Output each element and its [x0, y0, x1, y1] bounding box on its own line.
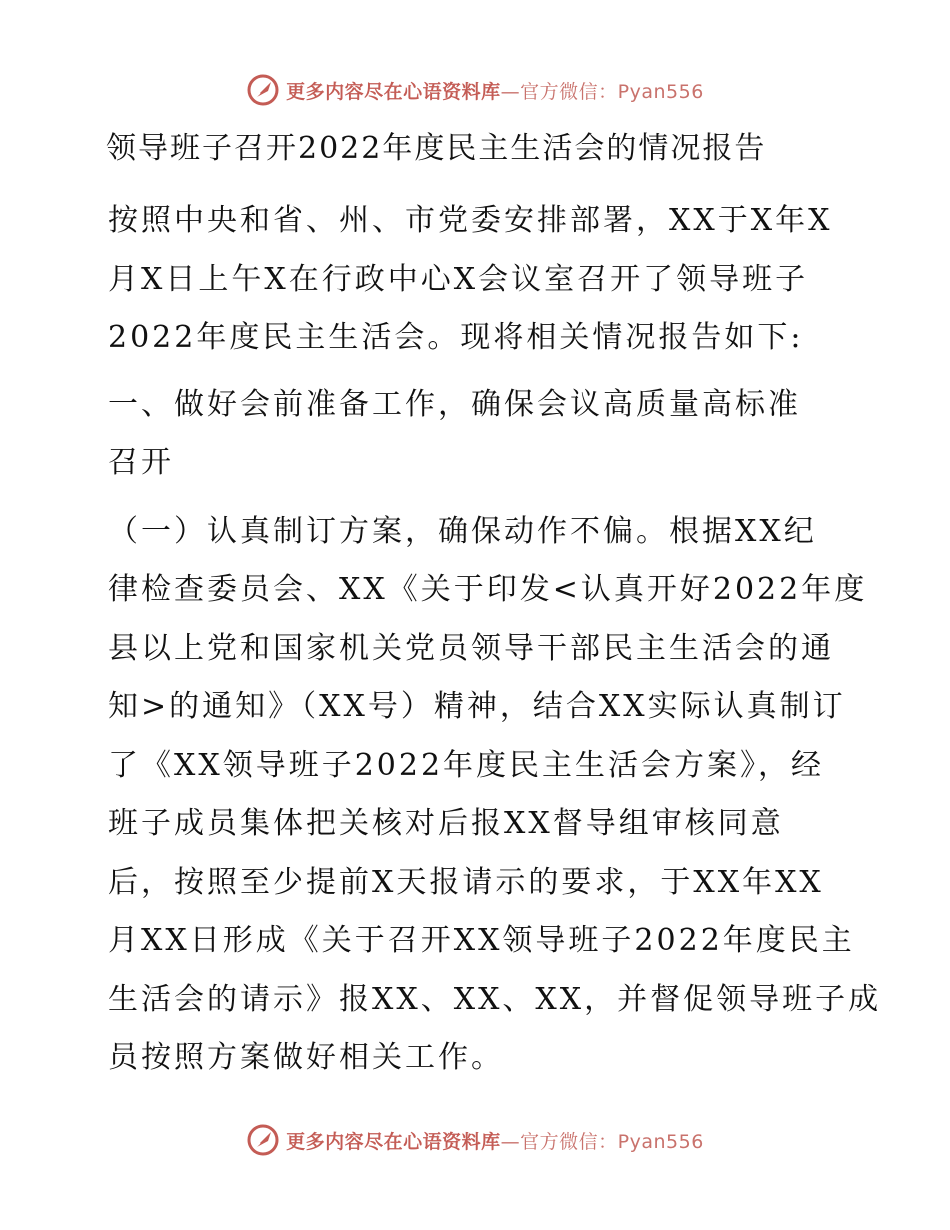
- text-line: 员按照方案做好相关工作。: [108, 1040, 504, 1075]
- watermark-main: 更多内容尽在心语资料库: [286, 80, 501, 103]
- document-title: 领导班子召开2022年度民主生活会的情况报告: [106, 131, 767, 166]
- text-line: 知>的通知》（XX号）精神，结合XX实际认真制订: [108, 689, 846, 724]
- text-line: 律检查委员会、XX《关于印发<认真开好2022年度: [108, 572, 868, 607]
- text-line: 召开: [108, 445, 174, 480]
- text-line: 生活会的请示》报XX、XX、XX，并督促领导班子成: [108, 981, 882, 1017]
- text-line: 月XX日形成《关于召开XX领导班子2022年度民主: [108, 923, 855, 958]
- text-line: 了《XX领导班子2022年度民主生活会方案》，经: [108, 747, 825, 783]
- paragraph-1: [98, 503, 882, 1088]
- text-line: 按照中央和省、州、市党委安排部署，XX于X年X: [108, 203, 833, 238]
- text-line: （一）认真制订方案，确保动作不偏。根据XX纪: [108, 513, 817, 549]
- text-line: 县以上党和国家机关党员领导干部民主生活会的通: [108, 630, 834, 666]
- watermark-contact: 官方微信：Pyan556: [520, 1130, 704, 1153]
- text-line: 2022年度民主生活会。现将相关情况报告如下:: [108, 320, 804, 355]
- watermark-content: [246, 73, 704, 107]
- watermark-content: [246, 1123, 704, 1157]
- watermark-text: [286, 1127, 704, 1154]
- watermark-text: [286, 77, 704, 104]
- quill-logo-icon: [246, 73, 280, 107]
- watermark-main: 更多内容尽在心语资料库: [286, 1130, 501, 1153]
- text-line: 月X日上午X在行政中心X会议室召开了领导班子: [108, 261, 809, 297]
- section-heading-1: [98, 376, 868, 493]
- quill-logo-icon: [246, 1123, 280, 1157]
- text-line: 班子成员集体把关核对后报XX督导组审核同意: [108, 806, 784, 841]
- watermark-sep: —: [500, 80, 521, 103]
- watermark-banner-top: [0, 70, 950, 110]
- watermark-banner-bottom: [0, 1120, 950, 1160]
- watermark-sep: —: [500, 1130, 521, 1153]
- text-line: 一、做好会前准备工作，确保会议高质量高标准: [108, 386, 801, 422]
- intro-paragraph: [98, 192, 868, 368]
- watermark-contact: 官方微信：Pyan556: [520, 80, 704, 103]
- document-body: [98, 120, 882, 1088]
- text-line: 后，按照至少提前X天报请示的要求，于XX年XX: [108, 864, 824, 900]
